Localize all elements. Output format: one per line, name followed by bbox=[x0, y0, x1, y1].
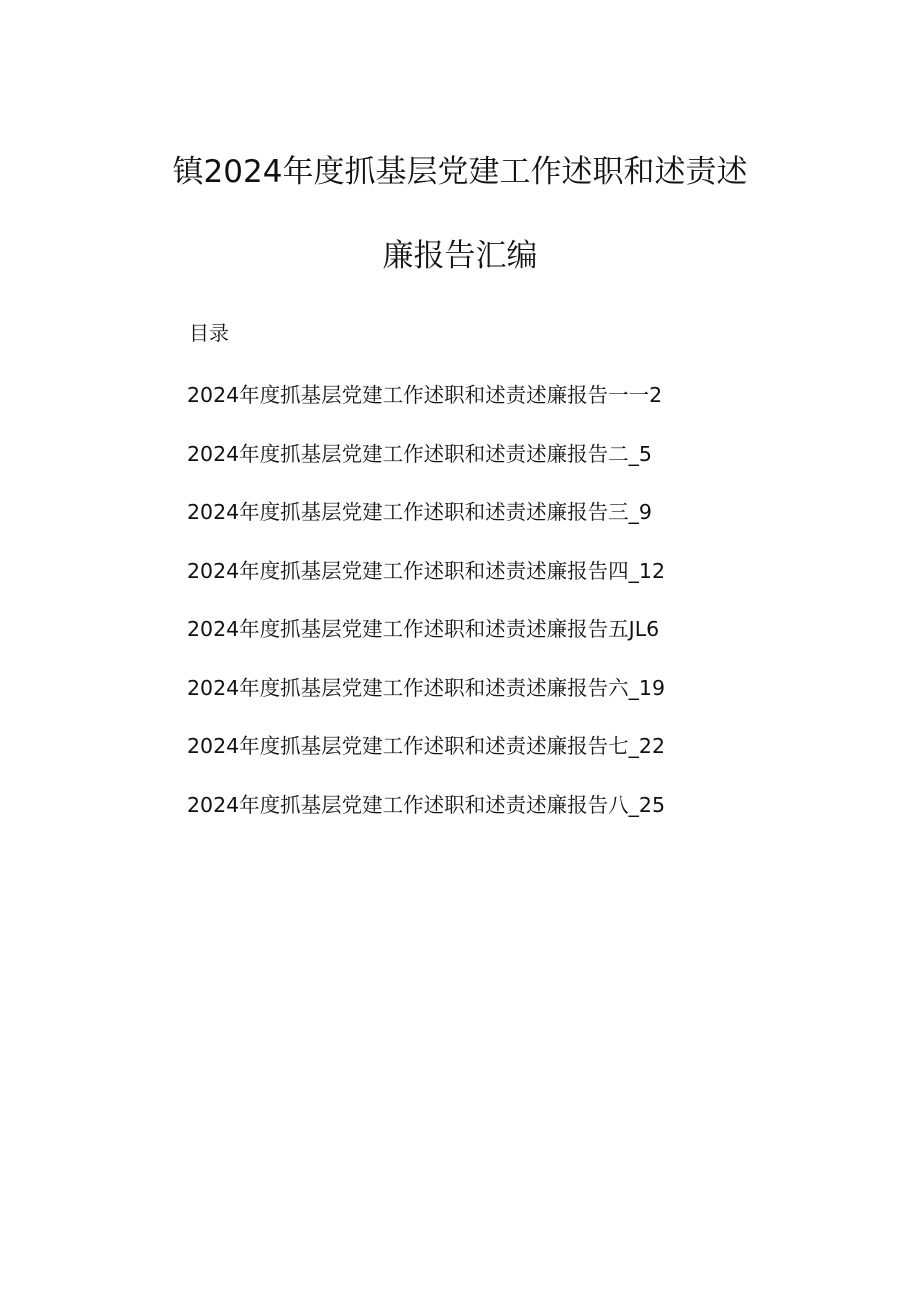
toc-item-1[interactable]: 2024年度抓基层党建工作述职和述责述廉报告一一2 bbox=[187, 383, 663, 407]
toc-item-6[interactable]: 2024年度抓基层党建工作述职和述责述廉报告六_19 bbox=[187, 675, 666, 700]
toc-item-8[interactable]: 2024年度抓基层党建工作述职和述责述廉报告八_25 bbox=[187, 792, 666, 817]
toc-item-5[interactable]: 2024年度抓基层党建工作述职和述责述廉报告五JL6 bbox=[187, 617, 660, 641]
toc-item-7[interactable]: 2024年度抓基层党建工作述职和述责述廉报告七_22 bbox=[187, 734, 666, 758]
toc-item-4[interactable]: 2024年度抓基层党建工作述职和述责述廉报告四_12 bbox=[187, 558, 666, 583]
document-title-line-2: 廉报告汇编 bbox=[382, 238, 538, 274]
toc-item-3[interactable]: 2024年度抓基层党建工作述职和述责述廉报告三_9 bbox=[187, 500, 652, 524]
toc-item-2[interactable]: 2024年度抓基层党建工作述职和述责述廉报告二_5 bbox=[187, 441, 652, 466]
document-title-line-1: 镇2024年度抓基层党建工作述职和述责述 bbox=[172, 154, 748, 190]
table-of-contents bbox=[187, 380, 665, 848]
toc-heading: 目录 bbox=[189, 321, 229, 345]
